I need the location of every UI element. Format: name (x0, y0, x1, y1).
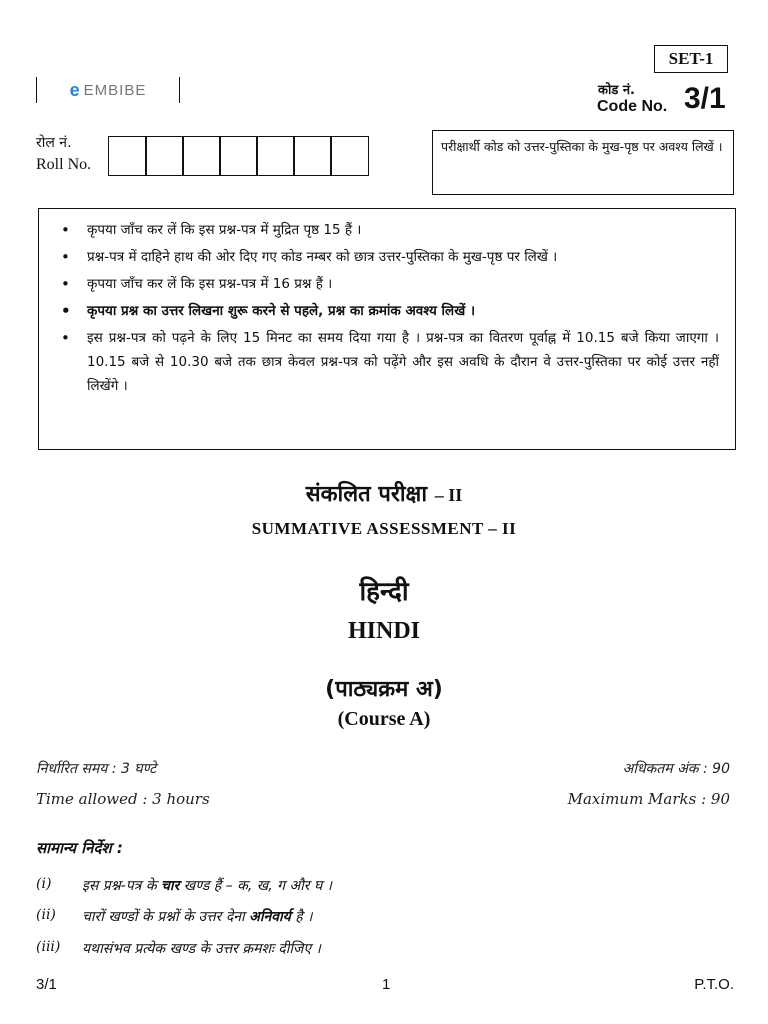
instruction-item: • प्रश्न-पत्र में दाहिने हाथ की ओर दिए गए कोड नम्बर को छात्र उत्तर-पुस्तिका के मुख-पृष्ठ पर लिखें । (61, 245, 719, 269)
roll-label-english: Roll No. (36, 156, 92, 173)
logo-text: EMBIBE (83, 81, 147, 99)
roll-digit-box[interactable] (145, 136, 184, 176)
exam-title-english: SUMMATIVE ASSESSMENT – II (251, 519, 517, 538)
roll-digit-box[interactable] (256, 136, 295, 176)
item-text: इस प्रश्न-पत्र के चार खण्ड हैं – क, ख, ग और घ । (82, 878, 332, 894)
roll-digit-box[interactable] (293, 136, 332, 176)
roll-label-hindi: रोल नं. (36, 135, 72, 151)
time-allowed-english: Time allowed : 3 hours (36, 790, 210, 808)
roll-digit-box[interactable] (108, 136, 147, 176)
instruction-item: • कृपया प्रश्न का उत्तर लिखना शुरू करने से पहले, प्रश्न का क्रमांक अवश्य लिखें । (61, 299, 719, 323)
exam-title-hindi-text: संकलित परीक्षा (305, 482, 428, 507)
instructions-box (38, 208, 736, 450)
general-instruction-item (36, 876, 332, 895)
time-allowed-hindi: निर्धारित समय : 3 घण्टे (36, 761, 157, 777)
item-text: चारों खण्डों के प्रश्नों के उत्तर देना अनिवार्य है । (82, 909, 313, 925)
general-instructions-heading: सामान्य निर्देश : (36, 839, 123, 857)
code-label-hindi: कोड नं. (598, 83, 635, 98)
max-marks-english: Maximum Marks : 90 (567, 790, 730, 808)
roll-digit-box[interactable] (330, 136, 369, 176)
roll-digit-box[interactable] (182, 136, 221, 176)
set-label: SET-1 (654, 45, 728, 73)
roll-number-boxes[interactable] (108, 136, 369, 176)
exam-title-suffix: – II (434, 485, 463, 505)
embibe-logo (36, 77, 180, 103)
item-number: (iii) (36, 939, 61, 955)
code-label-english: Code No. (597, 98, 668, 115)
roll-digit-box[interactable] (219, 136, 258, 176)
max-marks-hindi: अधिकतम अंक : 90 (622, 761, 730, 777)
embibe-e-icon: e (69, 79, 81, 100)
page-number: 1 (382, 976, 391, 993)
exam-title-hindi (0, 478, 768, 508)
instruction-item: • इस प्रश्न-पत्र को पढ़ने के लिए 15 मिनट का समय दिया गया है । प्रश्न-पत्र का वितरण पूर्वाह्न में 10.15 बजे किया जाएगा । 10.15 बजे से 10.30 बजे तक छात्र केवल प्रश्न-पत्र को पढ़ेंगे और इस अवधि के दौरान वे उत्तर-पुस्तिका पर कोई उत्तर नहीं लिखेंगे । (61, 326, 719, 398)
general-instruction-item (36, 907, 312, 926)
instructions-list (61, 218, 719, 398)
instruction-item: • कृपया जाँच कर लें कि इस प्रश्न-पत्र में 16 प्रश्न हैं । (61, 272, 719, 296)
item-number: (ii) (36, 907, 56, 923)
subject-hindi: हिन्दी (359, 577, 409, 607)
instruction-item: • कृपया जाँच कर लें कि इस प्रश्न-पत्र में मुद्रित पृष्ठ 15 हैं । (61, 218, 719, 242)
general-instruction-item (36, 939, 321, 958)
code-number: 3/1 (684, 82, 726, 115)
footer-code: 3/1 (36, 976, 57, 993)
item-number: (i) (36, 876, 52, 892)
course-hindi: (पाठ्यक्रम अ) (325, 677, 443, 702)
pto-label: P.T.O. (694, 976, 734, 993)
candidate-code-note: परीक्षार्थी कोड को उत्तर-पुस्तिका के मुख-पृष्ठ पर अवश्य लिखें । (432, 130, 734, 195)
subject-english: HINDI (347, 618, 420, 644)
item-text: यथासंभव प्रत्येक खण्ड के उत्तर क्रमशः दीजिए । (82, 941, 321, 957)
course-english: (Course A) (337, 708, 431, 730)
